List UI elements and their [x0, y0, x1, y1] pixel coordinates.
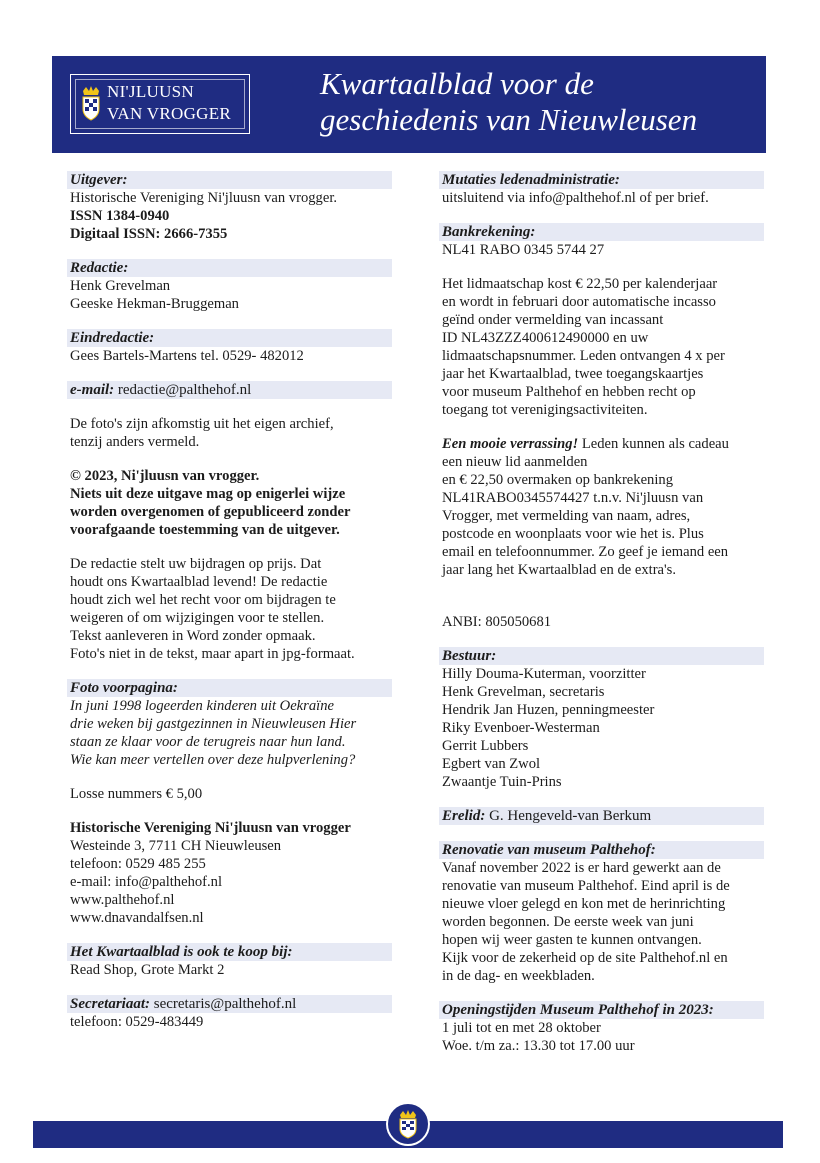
- heading-eindredactie: Eindredactie:: [67, 329, 392, 347]
- text-line: Historische Vereniging Ni'jluusn van vrogger.: [70, 190, 338, 206]
- text-line: drie weken bij gastgezinnen in Nieuwleusen Hier: [70, 716, 357, 732]
- text-line: voor museum Palthehof en hebben recht op: [442, 384, 696, 400]
- heading-redactie: Redactie:: [67, 259, 392, 277]
- price-line: Losse nummers € 5,00: [70, 786, 203, 802]
- bank-account: NL41 RABO 0345 5744 27: [442, 242, 605, 258]
- section-lidmaatschap: [442, 275, 764, 419]
- section-bank: [442, 223, 764, 259]
- text-line: Read Shop, Grote Markt 2: [70, 962, 225, 978]
- section-bestuur: [442, 647, 764, 791]
- anbi-number: ANBI: 805050681: [442, 614, 552, 630]
- phone: telefoon: 0529 485 255: [70, 856, 206, 872]
- text-line: De foto's zijn afkomstig uit het eigen archief,: [70, 416, 334, 432]
- secretariaat-label: Secretariaat:: [70, 996, 150, 1012]
- section-vereniging: [70, 819, 392, 927]
- text-line: weigeren of om wijzigingen voor te stellen.: [70, 610, 325, 626]
- board-member: Riky Evenboer-Westerman: [442, 720, 600, 736]
- text-line: NL41RABO0345574427 t.n.v. Ni'jluusn van: [442, 490, 704, 506]
- text-line: worden begonnen. De eerste week van juni: [442, 914, 694, 930]
- section-erelid: [442, 807, 764, 825]
- board-member: Henk Grevelman, secretaris: [442, 684, 605, 700]
- heading-renovatie: Renovatie van museum Palthehof:: [439, 841, 764, 859]
- verrassing-lead: Een mooie verrassing!: [442, 436, 579, 452]
- text-line: Vrogger, met vermelding van naam, adres,: [442, 508, 691, 524]
- email-link[interactable]: e-mail: info@palthehof.nl: [70, 874, 223, 890]
- logo-text-line2: VAN VROGGER: [107, 104, 232, 123]
- section-fotos: [70, 415, 392, 451]
- heading-uitgever: Uitgever:: [67, 171, 392, 189]
- text-line: Geeske Hekman-Bruggeman: [70, 296, 239, 312]
- copyright-line: voorafgaande toestemming van de uitgever.: [70, 522, 340, 538]
- text-line: in de dag- en weekbladen.: [442, 968, 595, 984]
- text-line: renovatie van museum Palthehof. Eind april is de: [442, 878, 730, 894]
- heading-email: [67, 381, 392, 399]
- erelid-name: G. Hengeveld-van Berkum: [485, 808, 652, 824]
- text-line: uitsluitend via info@palthehof.nl of per brief.: [442, 190, 709, 206]
- website-link[interactable]: www.dnavandalfsen.nl: [70, 910, 204, 926]
- text-line: Foto's niet in de tekst, maar apart in jpg-formaat.: [70, 646, 355, 662]
- section-copyright: [70, 467, 392, 539]
- section-verrassing: [442, 435, 764, 579]
- spacer: [442, 595, 764, 613]
- text-line: hopen wij weer gasten te kunnen ontvangen.: [442, 932, 702, 948]
- text-line: Woe. t/m za.: 13.30 tot 17.00 uur: [442, 1038, 635, 1054]
- website-link[interactable]: www.palthehof.nl: [70, 892, 175, 908]
- text-line: De redactie stelt uw bijdragen op prijs. Dat: [70, 556, 322, 572]
- text-line: In juni 1998 logeerden kinderen uit Oekraïne: [70, 698, 334, 714]
- text-line: Gees Bartels-Martens tel. 0529- 482012: [70, 348, 304, 364]
- text-line: [442, 435, 764, 453]
- heading-openingstijden: Openingstijden Museum Palthehof in 2023:: [439, 1001, 764, 1019]
- copyright-line: Niets uit deze uitgave mag op enigerlei wijze: [70, 486, 346, 502]
- section-koop: [70, 943, 392, 979]
- text-line: houdt ons Kwartaalblad levend! De redactie: [70, 574, 328, 590]
- left-column: [70, 171, 392, 1047]
- erelid-label: Erelid:: [442, 808, 486, 824]
- section-redactie: [70, 259, 392, 313]
- board-member: Zwaantje Tuin-Prins: [442, 774, 562, 790]
- text-line: tenzij anders vermeld.: [70, 434, 200, 450]
- section-losse: [70, 785, 392, 803]
- section-eindredactie: [70, 329, 392, 365]
- heading-bestuur: Bestuur:: [439, 647, 764, 665]
- section-voorpagina: [70, 679, 392, 769]
- heading-mutaties: Mutaties ledenadministratie:: [439, 171, 764, 189]
- logo-text-line1: NI'JLUUSN: [107, 82, 194, 101]
- email-link[interactable]: redactie@palthehof.nl: [114, 382, 252, 398]
- board-member: Egbert van Zwol: [442, 756, 541, 772]
- text-line: houdt zich wel het recht voor om bijdragen te: [70, 592, 336, 608]
- text-line: postcode en woonplaats voor wie het is. Plus: [442, 526, 704, 542]
- text-line: toegang tot verenigingsactiviteiten.: [442, 402, 648, 418]
- text-line: nieuwe vloer gelegd en kon met de herinrichting: [442, 896, 726, 912]
- text-line: jaar lang het Kwartaalblad en de extra's.: [442, 562, 676, 578]
- phone: telefoon: 0529-483449: [70, 1014, 204, 1030]
- section-mutaties: [442, 171, 764, 207]
- page-title: [320, 66, 760, 138]
- title-line2: geschiedenis van Nieuwleusen: [320, 102, 698, 137]
- text-line: 1 juli tot en met 28 oktober: [442, 1020, 601, 1036]
- section-email: [70, 381, 392, 399]
- text-line: email en telefoonnummer. Zo geef je iemand een: [442, 544, 729, 560]
- heading-voorpagina: Foto voorpagina:: [67, 679, 392, 697]
- heading-secretariaat: [67, 995, 392, 1013]
- vereniging-title: Historische Vereniging Ni'jluusn van vrogger: [70, 820, 351, 836]
- board-member: Hilly Douma-Kuterman, voorzitter: [442, 666, 646, 682]
- text-line: staan ze klaar voor de terugreis naar hun land.: [70, 734, 346, 750]
- text-line: Henk Grevelman: [70, 278, 171, 294]
- heading-erelid: [439, 807, 764, 825]
- right-column: [442, 171, 764, 1071]
- crest-icon: [397, 1109, 419, 1139]
- issn: ISSN 1384-0940: [70, 208, 170, 224]
- text-line: Wie kan meer vertellen over deze hulpverlening?: [70, 752, 356, 768]
- section-anbi: [442, 613, 764, 631]
- verrassing-rest: Leden kunnen als cadeau: [578, 436, 729, 452]
- text-line: Tekst aanleveren in Word zonder opmaak.: [70, 628, 316, 644]
- email-link[interactable]: secretaris@palthehof.nl: [150, 996, 297, 1012]
- digital-issn: Digitaal ISSN: 2666-7355: [70, 226, 228, 242]
- section-bijdragen: [70, 555, 392, 663]
- text-line: en wordt in februari door automatische incasso: [442, 294, 716, 310]
- footer-emblem: [386, 1102, 430, 1146]
- copyright-line: worden overgenomen of gepubliceerd zonder: [70, 504, 351, 520]
- address: Westeinde 3, 7711 CH Nieuwleusen: [70, 838, 282, 854]
- text-line: een nieuw lid aanmelden: [442, 454, 588, 470]
- copyright-line: © 2023, Ni'jluusn van vrogger.: [70, 468, 260, 484]
- text-line: Kijk voor de zekerheid op de site Palthehof.nl en: [442, 950, 728, 966]
- text-line: geïnd onder vermelding van incassant: [442, 312, 664, 328]
- crest-icon: [80, 85, 102, 123]
- text-line: Vanaf november 2022 is er hard gewerkt aan de: [442, 860, 721, 876]
- text-line: Het lidmaatschap kost € 22,50 per kalenderjaar: [442, 276, 718, 292]
- title-line1: Kwartaalblad voor de: [320, 66, 594, 101]
- heading-koop: Het Kwartaalblad is ook te koop bij:: [67, 943, 392, 961]
- text-line: jaar het Kwartaalblad, twee toegangskaartjes: [442, 366, 704, 382]
- text-line: en € 22,50 overmaken op bankrekening: [442, 472, 673, 488]
- board-member: Hendrik Jan Huzen, penningmeester: [442, 702, 655, 718]
- text-line: ID NL43ZZZ400612490000 en uw: [442, 330, 649, 346]
- section-secretariaat: [70, 995, 392, 1031]
- heading-bank: Bankrekening:: [439, 223, 764, 241]
- section-openingstijden: [442, 1001, 764, 1055]
- header-banner: [52, 56, 766, 153]
- logo[interactable]: [70, 74, 250, 134]
- email-label: e-mail:: [70, 382, 115, 398]
- text-line: lidmaatschapsnummer. Leden ontvangen 4 x per: [442, 348, 725, 364]
- section-renovatie: [442, 841, 764, 985]
- section-uitgever: [70, 171, 392, 243]
- board-member: Gerrit Lubbers: [442, 738, 529, 754]
